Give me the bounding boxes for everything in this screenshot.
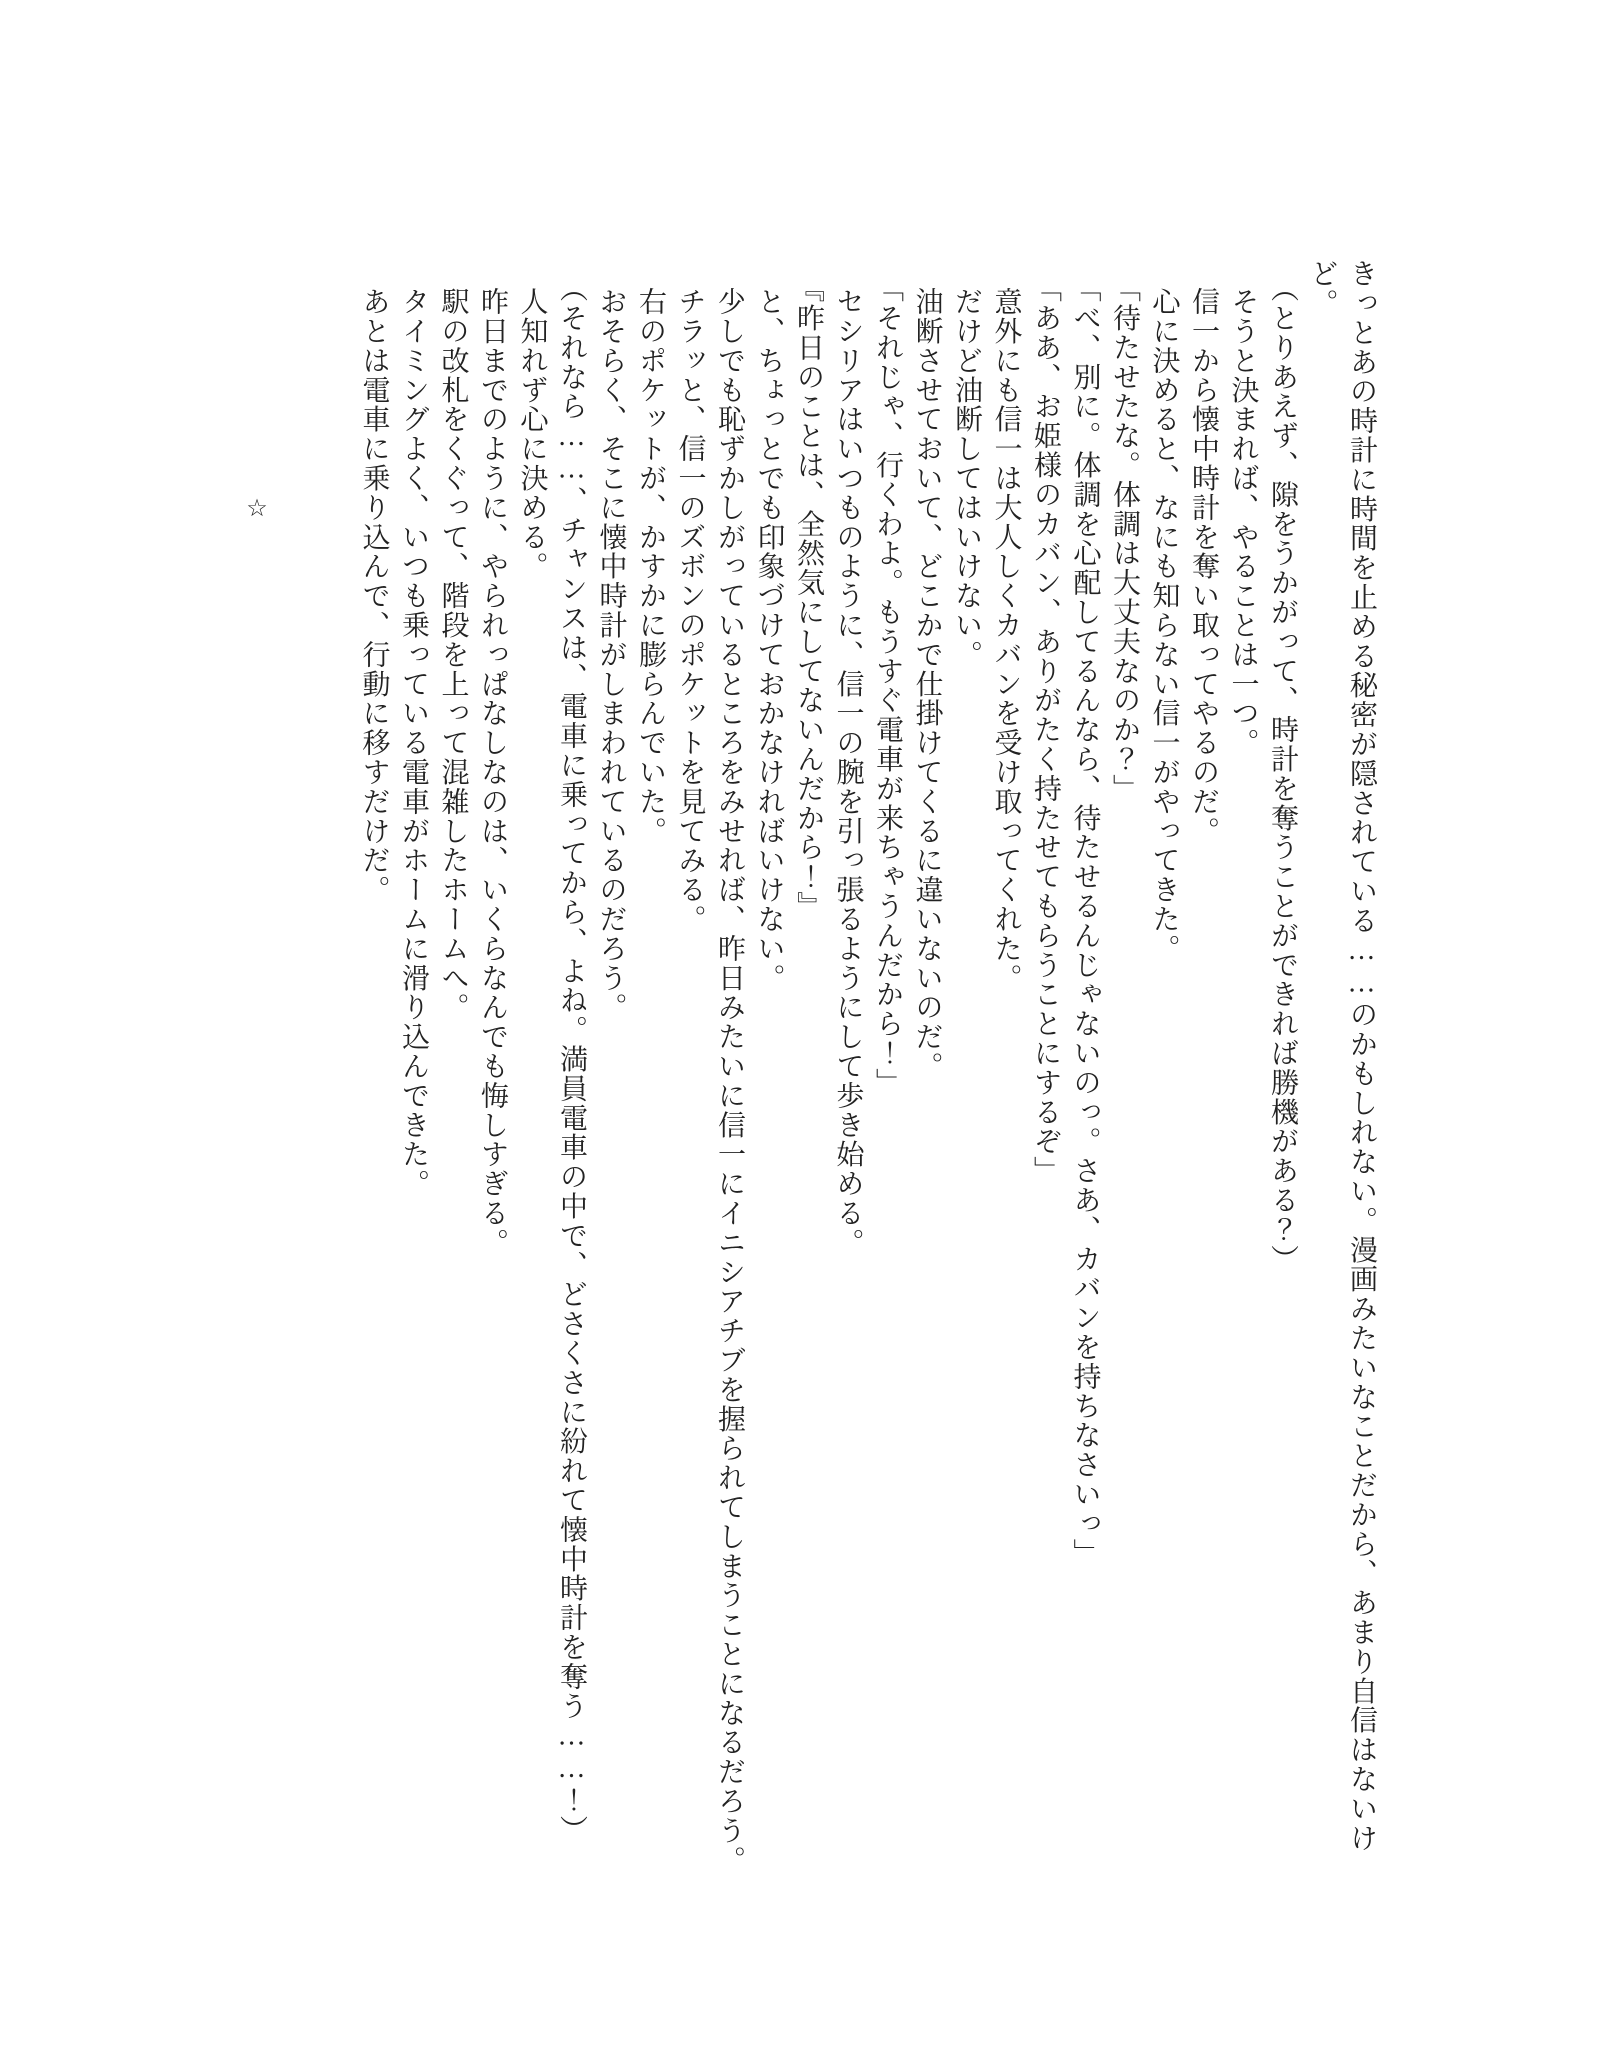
paragraph-4: そうと決まれば、やることは一つ。 [1227,287,1259,758]
paragraph-15: 『昨日のことは、全然気にしてないんだから！』 [793,274,824,922]
paragraph-17: 少しでも恥ずかしがっているところをみせれば、昨日みたいに信一にイニシアチブを握られてしまうことになるだろう。 [714,287,745,1875]
section-break-star: ☆ [243,494,269,522]
paragraph-1: きっとあの時計に時間を止める秘密が隠されている……のかもしれない。漫画みたいなことだから、あまり自信はないけ [1346,259,1377,1853]
paragraph-19: 右のポケットが、かすかに膨らんでいた。 [635,287,666,846]
paragraph-9: 「ああ、お姫様のカバン、ありがたく持たせてもらうことにするぞ」 [1030,274,1061,1186]
paragraph-14: セシリアはいつものように、信一の腕を引っ張るようにして歩き始める。 [832,287,864,1258]
paragraph-5: 信一から懐中時計を奪い取ってやるのだ。 [1188,287,1219,846]
paragraph-22: 人知れず心に決める。 [516,287,548,581]
paragraph-24: 駅の改札をくぐって、階段を上って混雑したホームへ。 [437,287,469,1022]
paragraph-13: 「それじゃ、行くわよ。もうすぐ電車が来ちゃうんだから！」 [872,274,903,1098]
paragraph-11: だけど油断してはいけない。 [951,287,982,670]
paragraph-6: 心に決めると、なにも知らない信一がやってきた。 [1148,287,1180,964]
paragraph-23: 昨日までのように、やられっぱなしなのは、いくらなんでも悔しすぎる。 [477,287,508,1258]
vertical-text-block [236,259,1382,1879]
paragraph-2: ど。 [1306,259,1338,318]
paragraph-12: 油断させておいて、どこかで仕掛けてくるに違いないのだ。 [911,287,943,1081]
paragraph-10: 意外にも信一は大人しくカバンを受け取ってくれた。 [990,287,1022,993]
paragraph-16: と、ちょっとでも印象づけておかなければいけない。 [753,287,785,993]
paragraph-8: 「べ、別に。体調を心配してるんなら、待たせるんじゃないのっ。さあ、カバンを持ちなさいっ」 [1069,274,1101,1568]
paragraph-7: 「待たせたな。体調は大丈夫なのか？」 [1109,274,1140,804]
paragraph-18: チラッと、信一のズボンのポケットを見てみる。 [674,287,706,934]
paragraph-20: おそらく、そこに懐中時計がしまわれているのだろう。 [595,287,627,1022]
paragraph-3: （とりあえず、隙をうかがって、時計を奪うことができれば勝機がある？） [1267,274,1298,1274]
paragraph-26: あとは電車に乗り込んで、行動に移すだけだ。 [358,287,390,905]
paragraph-21: （それなら……、チャンスは、電車に乗ってから、よね。満員電車の中で、どさくさに紛れて懐中時計を奪う……！） [556,274,587,1845]
paragraph-25: タイミングよく、いつも乗っている電車がホームに滑り込んできた。 [398,287,429,1199]
